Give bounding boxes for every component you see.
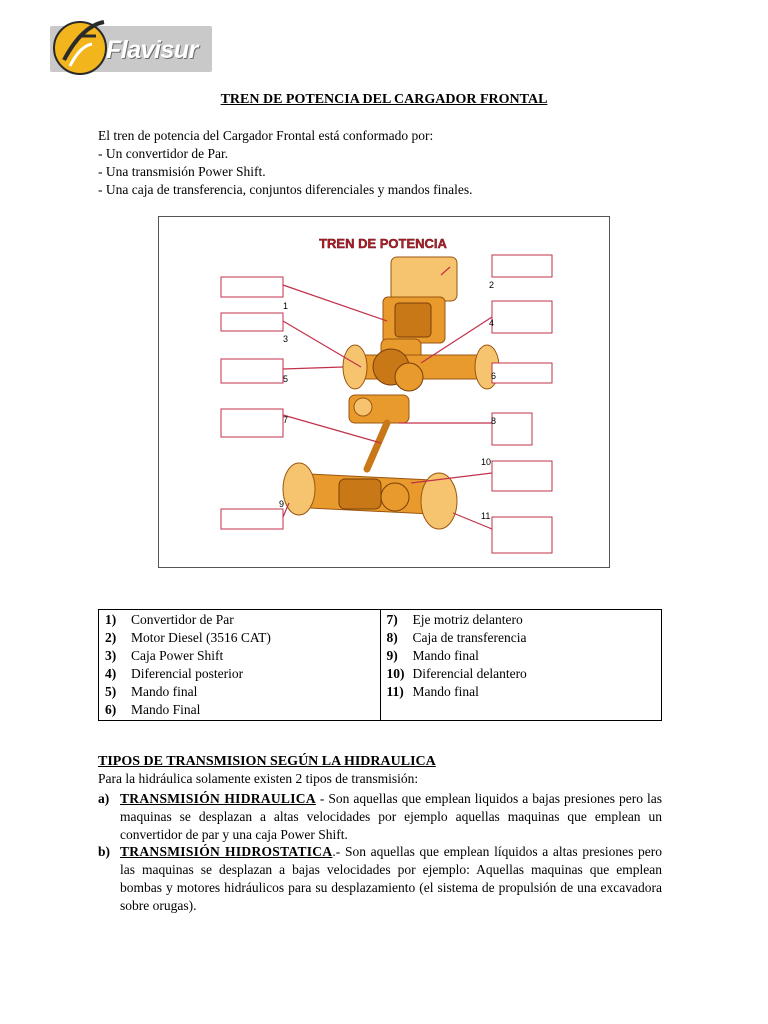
diagram-label-2: 2 xyxy=(489,280,495,290)
transfer-case-drawing xyxy=(349,395,409,423)
item-text: Caja Power Shift xyxy=(131,648,224,663)
diagram-label-6: 6 xyxy=(491,371,497,381)
diagram-label-7: 7 xyxy=(283,415,289,425)
list-item xyxy=(387,665,656,683)
item-text: Eje motriz delantero xyxy=(412,612,523,627)
item-heading: TRANSMISIÓN HIDRAULICA xyxy=(120,791,316,806)
item-text: Diferencial posterior xyxy=(131,666,244,681)
parts-table xyxy=(98,609,662,721)
section-intro: Para la hidráulica solamente existen 2 tipos de transmisión: xyxy=(98,771,419,786)
front-axle-drawing xyxy=(283,463,457,529)
answer-box-2 xyxy=(492,255,552,277)
table-row xyxy=(99,610,662,721)
item-marker: b) xyxy=(98,844,111,859)
page-title: TREN DE POTENCIA DEL CARGADOR FRONTAL xyxy=(220,92,548,107)
answer-box-11 xyxy=(492,517,552,553)
diagram-label-9: 9 xyxy=(279,499,285,509)
answer-box-9 xyxy=(221,509,283,529)
item-text: Mando final xyxy=(412,648,479,663)
item-number: 2) xyxy=(105,630,117,645)
item-number: 1) xyxy=(105,612,117,627)
diagram-label-3: 3 xyxy=(283,334,289,344)
power-train-diagram xyxy=(158,216,610,568)
item-heading: TRANSMISIÓN HIDROSTATICA xyxy=(120,844,333,859)
intro-line: El tren de potencia del Cargador Frontal está conformado por: xyxy=(98,128,434,143)
list-item xyxy=(105,701,374,719)
item-number: 4) xyxy=(105,666,117,681)
item-number: 8) xyxy=(386,630,398,645)
item-marker: a) xyxy=(98,791,110,806)
diagram-label-1: 1 xyxy=(283,301,289,311)
flavisur-logo xyxy=(50,16,212,78)
list-item xyxy=(387,611,656,629)
diagram-label-5: 5 xyxy=(283,374,289,384)
item-number: 3) xyxy=(105,648,117,663)
answer-box-8 xyxy=(492,413,532,445)
list-item xyxy=(105,629,374,647)
item-text: Motor Diesel (3516 CAT) xyxy=(131,630,271,645)
transmission-type-item xyxy=(98,843,662,915)
diagram-label-4: 4 xyxy=(489,318,495,328)
section-heading: TIPOS DE TRANSMISION SEGÚN LA HIDRAULICA xyxy=(98,754,436,769)
diagram-title: TREN DE POTENCIA xyxy=(319,236,447,251)
item-text: Convertidor de Par xyxy=(131,612,234,627)
list-item xyxy=(387,647,656,665)
item-number: 5) xyxy=(105,684,117,699)
item-text: Mando Final xyxy=(131,702,201,717)
diagram-label-8: 8 xyxy=(491,416,497,426)
answer-box-3 xyxy=(221,313,283,331)
item-description: - Son aquellas que emplean liquidos a bajas presiones pero las maquinas se desplazan a altas velocidades por ejemplo aquellas maquinas que emplean un convertidor de par y una caja Power Shift. xyxy=(120,791,662,842)
logo-text: Flavisur xyxy=(106,36,198,64)
item-description: .- Son aquellas que emplean líquidos a altas presiones pero las maquinas se desplazan a bajas velocidades por ejemplo: Aquellas maquinas que emplean bombas y motores hidráulicos para su desplazamiento (el sistema de propulsión de una excavadora sobre orugas). xyxy=(120,844,662,913)
intro-paragraph xyxy=(98,127,472,199)
item-number: 10) xyxy=(386,666,405,681)
answer-box-5 xyxy=(221,359,283,383)
diagram-label-11: 11 xyxy=(481,511,491,521)
list-item xyxy=(105,683,374,701)
item-number: 9) xyxy=(386,648,398,663)
parts-column-left xyxy=(99,610,381,721)
answer-box-1 xyxy=(221,277,283,297)
item-text: Mando final xyxy=(131,684,198,699)
intro-line: - Un convertidor de Par. xyxy=(98,146,229,161)
item-number: 11) xyxy=(386,684,404,699)
item-number: 7) xyxy=(386,612,398,627)
intro-line: - Una transmisión Power Shift. xyxy=(98,164,266,179)
transmission-type-item xyxy=(98,790,662,844)
answer-box-7 xyxy=(221,409,283,437)
intro-line: - Una caja de transferencia, conjuntos diferenciales y mandos finales. xyxy=(98,182,473,197)
list-item xyxy=(387,629,656,647)
diagram-label-10: 10 xyxy=(481,457,492,467)
parts-column-right xyxy=(380,610,662,721)
answer-box-6 xyxy=(492,363,552,383)
item-number: 6) xyxy=(105,702,117,717)
item-text: Caja de transferencia xyxy=(412,630,527,645)
answer-box-4 xyxy=(492,301,552,333)
answer-box-10 xyxy=(492,461,552,491)
logo-emblem-icon xyxy=(52,16,112,78)
power-train-illustration xyxy=(159,217,609,567)
list-item xyxy=(105,665,374,683)
list-item xyxy=(387,683,656,701)
item-text: Mando final xyxy=(412,684,479,699)
list-item xyxy=(105,647,374,665)
list-item xyxy=(105,611,374,629)
item-text: Diferencial delantero xyxy=(412,666,527,681)
